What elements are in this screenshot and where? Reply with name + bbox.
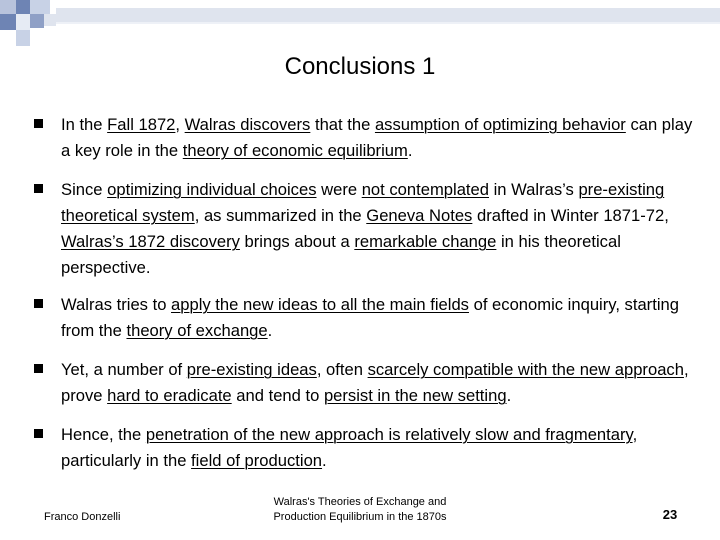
square-bullet-icon — [34, 184, 43, 193]
underlined-phrase: Fall 1872 — [107, 115, 176, 134]
square-bullet-icon — [34, 119, 43, 128]
text-run: . — [267, 321, 273, 340]
bullet-text — [61, 357, 706, 409]
text-run: Hence, the — [61, 425, 146, 444]
underlined-phrase: assumption of optimizing behavior — [374, 115, 626, 134]
square-bullet-icon — [34, 299, 43, 308]
underlined-phrase: hard to eradicate — [107, 386, 232, 405]
text-run: were — [316, 180, 362, 199]
text-run: . — [407, 141, 413, 160]
underlined-phrase: field of production — [191, 451, 323, 470]
underlined-phrase: Walras’s 1872 discovery — [61, 232, 240, 251]
underlined-phrase: remarkable change — [354, 232, 497, 251]
underlined-phrase: Geneva Notes — [366, 206, 473, 225]
text-run: in Walras’s — [489, 180, 579, 199]
underlined-phrase: scarcely compatible with the new approach — [367, 360, 684, 379]
footer-title-line: Production Equilibrium in the 1870s — [273, 511, 447, 523]
text-run: , — [175, 115, 185, 134]
text-run: , prove — [61, 360, 689, 405]
text-run: , particularly in the — [61, 425, 638, 470]
text-run: , often — [316, 360, 368, 379]
bullet-text — [61, 292, 706, 344]
footer-presentation-title — [240, 495, 480, 525]
underlined-phrase: pre-existing theoretical system — [61, 180, 665, 225]
underlined-phrase: pre-existing ideas — [186, 360, 317, 379]
underlined-phrase: apply the new ideas to all the main fields — [171, 295, 469, 314]
text-run: drafted in Winter 1871-72, — [472, 206, 669, 225]
underlined-phrase: theory of economic equilibrium — [182, 141, 408, 160]
footer-author: Franco Donzelli — [44, 511, 121, 523]
text-run: of economic inquiry, starting from the — [61, 295, 679, 340]
text-run: can play a key role in the — [61, 115, 693, 160]
text-run: In the — [61, 115, 108, 134]
bullet-text — [61, 422, 706, 474]
underlined-phrase: optimizing individual choices — [107, 180, 317, 199]
text-run: brings about a — [239, 232, 355, 251]
underlined-phrase: persist in the new setting — [323, 386, 507, 405]
underlined-phrase: not contemplated — [361, 180, 489, 199]
text-run: Yet, a number of — [61, 360, 187, 379]
bullet-text — [61, 177, 706, 281]
bullet-text — [61, 112, 706, 164]
text-run: Walras tries to — [61, 295, 172, 314]
slide-title: Conclusions 1 — [284, 53, 436, 80]
underlined-phrase: theory of exchange — [126, 321, 268, 340]
text-run: . — [506, 386, 512, 405]
text-run: . — [322, 451, 327, 470]
text-run: Since — [61, 180, 108, 199]
text-run: and tend to — [231, 386, 324, 405]
square-bullet-icon — [34, 364, 43, 373]
underlined-phrase: Walras discovers — [184, 115, 311, 134]
underlined-phrase: penetration of the new approach is relatively slow and fragmentary — [145, 425, 633, 444]
decorative-header-pattern — [0, 0, 720, 50]
footer-title-line: Walras's Theories of Exchange and — [273, 496, 447, 508]
text-run: in his theoretical perspective. — [61, 232, 621, 277]
text-run: , as summarized in the — [194, 206, 367, 225]
page-number: 23 — [662, 507, 678, 522]
text-run: that the — [310, 115, 375, 134]
square-bullet-icon — [34, 429, 43, 438]
